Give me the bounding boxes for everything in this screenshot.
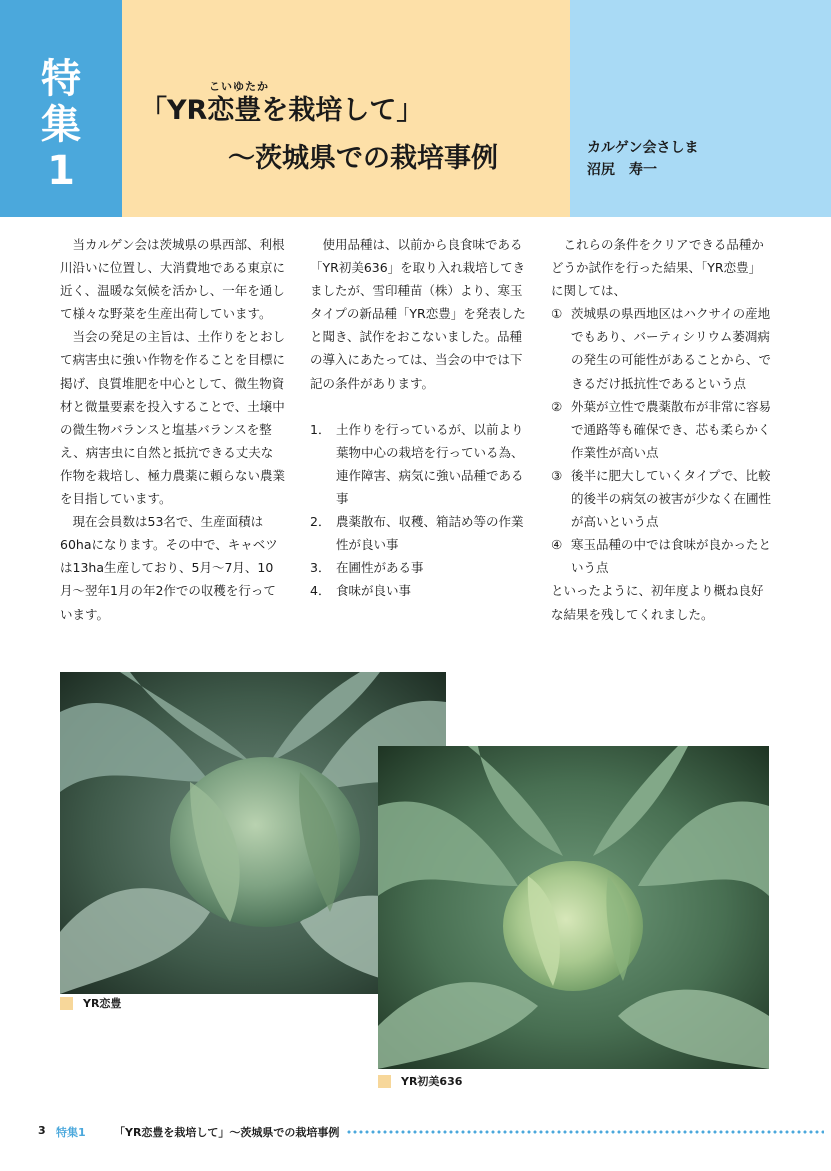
condition-item bbox=[310, 556, 528, 579]
text-column-2 bbox=[310, 233, 528, 602]
result-item bbox=[551, 464, 773, 533]
item-text: 在圃性がある事 bbox=[336, 560, 424, 576]
item-number: ④ bbox=[551, 537, 563, 553]
item-number: 2． bbox=[310, 514, 331, 530]
item-number: ② bbox=[551, 398, 563, 414]
item-text: 茨城県の県西地区はハクサイの産地でもあり、バーティシリウム萎凋病の発生の可能性があることから、できるだけ抵抗性であるという点 bbox=[571, 306, 772, 391]
result-item bbox=[551, 395, 773, 464]
page-number: 3 bbox=[38, 1124, 46, 1137]
item-number: 3． bbox=[310, 560, 331, 576]
author-block bbox=[587, 137, 698, 181]
footer-title: 「YR恋豊を栽培して」～茨城県での栽培事例 bbox=[114, 1126, 340, 1139]
cabbage-photo-yr-hatsumi-636 bbox=[378, 746, 769, 1069]
paragraph: 使用品種は、以前から良食味である「YR初美636」を取り入れ栽培してきましたが、雪印種苗（株）より、寒玉タイプの新品種「YR恋豊」を発表したと聞き、試作をおこないました。品種の導入にあたっては、当会の中では下記の条件があります。 bbox=[310, 237, 526, 391]
author-name: 沼尻 寿一 bbox=[587, 162, 657, 178]
paragraph: 当カルゲン会は茨城県の県西部、利根川沿いに位置し、大消費地である東京に近く、温暖な気候を活かし、一年を通して様々な野菜を生産出荷しています。 bbox=[60, 237, 286, 322]
text-column-1 bbox=[60, 233, 285, 626]
caption-text: YR初美636 bbox=[401, 1075, 463, 1088]
page-footer bbox=[0, 1118, 831, 1144]
condition-item bbox=[310, 579, 528, 602]
item-number: ① bbox=[551, 306, 563, 322]
article-title-line1: 「YR恋豊を栽培して」 bbox=[140, 95, 424, 126]
item-text: 後半に肥大していくタイプで、比較的後半の病気の被害が少なく在圃性が高いという点 bbox=[571, 467, 772, 530]
author-band bbox=[570, 0, 831, 217]
section-char: 特 bbox=[41, 56, 81, 102]
result-item bbox=[551, 533, 773, 579]
item-text: 食味が良い事 bbox=[336, 583, 412, 599]
section-char: 集 bbox=[41, 102, 81, 148]
condition-item bbox=[310, 510, 528, 556]
caption-marker bbox=[60, 997, 73, 1010]
spacer bbox=[310, 395, 528, 418]
cabbage-image bbox=[378, 746, 769, 1069]
item-text: 外葉が立性で農薬散布が非常に容易で通路等も確保でき、芯も柔らかく作業性が高い点 bbox=[571, 398, 772, 460]
footer-dotted-rule bbox=[346, 1130, 824, 1134]
photo-caption-1 bbox=[60, 995, 121, 1011]
item-text: 農薬散布、収穫、箱詰め等の作業性が良い事 bbox=[336, 514, 524, 553]
item-number: ③ bbox=[551, 467, 563, 483]
result-item bbox=[551, 302, 773, 394]
footer-section: 特集1 bbox=[56, 1126, 86, 1139]
caption-text: YR恋豊 bbox=[83, 997, 122, 1010]
article-title-line2: ～茨城県での栽培事例 bbox=[228, 143, 498, 174]
section-number: 1 bbox=[47, 148, 75, 194]
item-number: 1． bbox=[310, 421, 331, 437]
author-organization: カルゲン会さしま bbox=[587, 140, 699, 156]
condition-item bbox=[310, 418, 528, 510]
photo-caption-2 bbox=[378, 1073, 462, 1089]
title-ruby: こいゆたか bbox=[209, 80, 269, 93]
paragraph: 当会の発足の主旨は、土作りをとおして病害虫に強い作物を作ることを目標に掲げ、良質堆肥を中心として、微生物資材と微量要素を投入することで、土壌中の微生物バランスと塩基バランスを整え、病害虫に自然と抵抗できる丈夫な作物を栽培し、極力農薬に頼らない農業を目指しています。 bbox=[60, 329, 286, 507]
paragraph: これらの条件をクリアできる品種かどうか試作を行った結果、「YR恋豊」に関しては、 bbox=[551, 237, 764, 299]
article-header bbox=[0, 0, 831, 217]
item-number: 4． bbox=[310, 583, 331, 599]
section-tab bbox=[0, 0, 122, 217]
paragraph: 現在会員数は53名で、生産面積は60haになります。その中で、キャベツは13ha生産しており、5月～7月、10月～翌年1月の年2作での収穫を行っています。 bbox=[60, 514, 278, 622]
text-column-3 bbox=[551, 233, 773, 626]
closing-paragraph: といったように、初年度より概ね良好な結果を残してくれました。 bbox=[551, 583, 764, 622]
item-text: 寒玉品種の中では食味が良かったという点 bbox=[571, 537, 772, 576]
section-label bbox=[0, 56, 122, 194]
item-text: 土作りを行っているが、以前より葉物中心の栽培を行っている為、連作障害、病気に強い品種である事 bbox=[336, 421, 524, 506]
caption-marker bbox=[378, 1075, 391, 1088]
